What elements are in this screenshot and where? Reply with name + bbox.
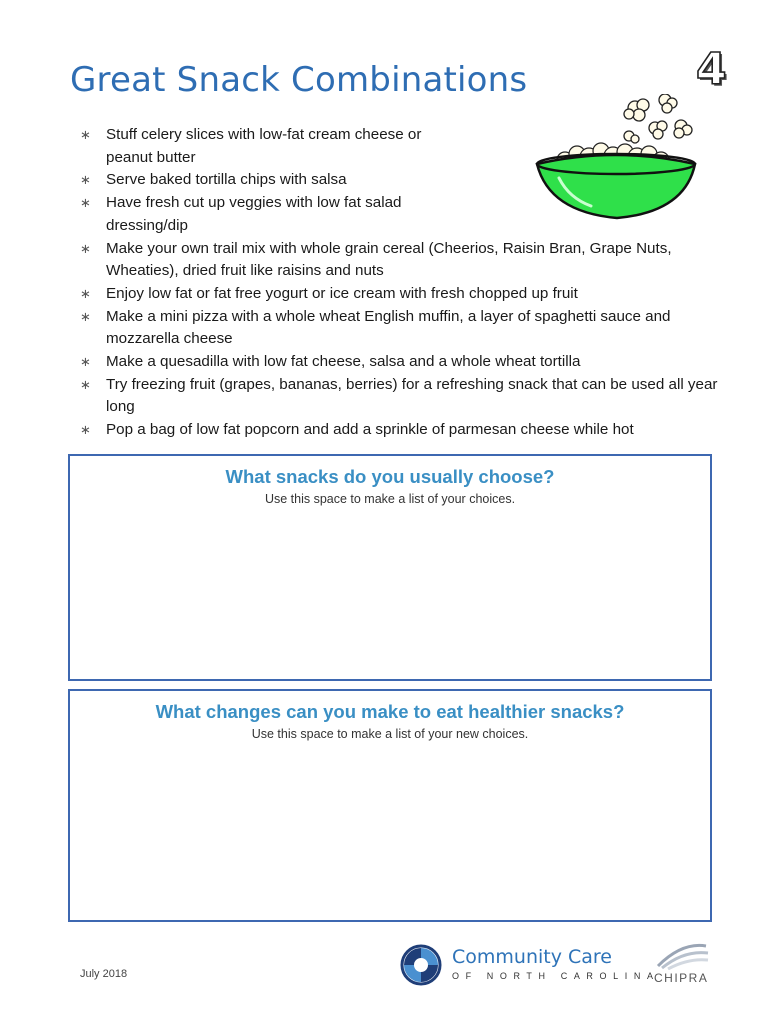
list-item [80, 306, 720, 351]
list-item-text: Have fresh cut up veggies with low fat salad dressing/dip [106, 194, 402, 234]
page-number: 4 [696, 44, 727, 95]
bullet-icon: ∗ [80, 308, 91, 324]
list-item [80, 419, 720, 442]
list-item [80, 351, 720, 374]
popcorn-bowl-icon [525, 94, 705, 229]
bullet-icon: ∗ [80, 127, 91, 142]
page-title: Great Snack Combinations [70, 60, 528, 100]
list-item [80, 238, 720, 283]
list-item [80, 374, 720, 419]
bullet-icon: ∗ [80, 172, 91, 188]
list-item-text: Try freezing fruit (grapes, bananas, berries) for a refreshing snack that can be used all year long [106, 375, 718, 416]
list-item-text: Make your own trail mix with whole grain cereal (Cheerios, Raisin Bran, Grape Nuts, Wheaties), dried fruit like raisins and nuts [106, 239, 672, 280]
list-item-text: Serve baked tortilla chips with salsa [106, 171, 347, 189]
healthier-changes-heading: What changes can you make to eat healthier snacks? [155, 701, 625, 722]
bullet-icon: ∗ [80, 376, 91, 392]
community-care-logo-icon [400, 944, 442, 986]
current-snacks-box [68, 454, 712, 681]
list-item-text: Stuff celery slices with low-fat cream cheese or peanut butter [106, 126, 422, 166]
footer-date: July 2018 [80, 968, 128, 980]
list-item-text: Make a mini pizza with a whole wheat English muffin, a layer of spaghetti sauce and mozzarella cheese [106, 307, 671, 348]
bullet-icon: ∗ [80, 195, 91, 211]
org-name: Community Care [452, 946, 612, 968]
list-item-text: Pop a bag of low fat popcorn and add a sprinkle of parmesan cheese while hot [106, 421, 634, 439]
current-snacks-heading: What snacks do you usually choose? [225, 466, 555, 487]
bullet-icon: ∗ [80, 422, 91, 438]
healthier-changes-box [68, 689, 712, 922]
bullet-icon: ∗ [80, 285, 91, 301]
current-snacks-instructions: Use this space to make a list of your choices. [264, 492, 516, 506]
bullet-icon: ∗ [80, 240, 91, 256]
list-item-text: Make a quesadilla with low fat cheese, salsa and a whole wheat tortilla [106, 353, 581, 371]
list-item-text: Enjoy low fat or fat free yogurt or ice cream with fresh chopped up fruit [106, 284, 578, 302]
bullet-icon: ∗ [80, 354, 91, 370]
list-item [80, 283, 720, 306]
org-subtitle: OF NORTH CAROLINA [452, 971, 660, 981]
partner-name: CHIPRA [654, 971, 709, 985]
healthier-changes-instructions: Use this space to make a list of your new choices. [251, 727, 529, 741]
chipra-logo-icon [654, 940, 710, 970]
